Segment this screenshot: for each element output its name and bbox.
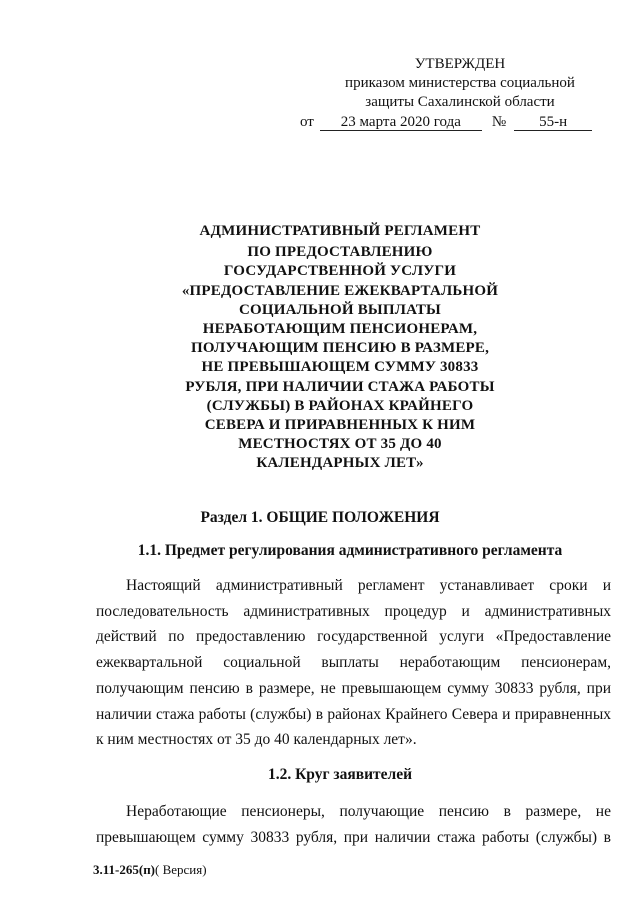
paragraph-1-1	[96, 573, 611, 753]
title-line: КАЛЕНДАРНЫХ ЛЕТ»	[256, 455, 424, 472]
title-line: РУБЛЯ, ПРИ НАЛИЧИИ СТАЖА РАБОТЫ	[185, 378, 495, 395]
footer-version: ( Версия)	[155, 862, 207, 877]
section-heading: Раздел 1. ОБЩИЕ ПОЛОЖЕНИЯ	[200, 509, 440, 526]
footer-code	[93, 862, 207, 878]
paragraph-line: превышающем сумму 30833 рубля, при наличии стажа работы (службы) в	[96, 828, 611, 846]
paragraph-line: ежеквартальной социальной выплаты неработающим пенсионерам,	[96, 654, 611, 672]
approval-ministry-text: защиты Сахалинской области	[365, 94, 555, 110]
paragraph-line: к ним местностях от 35 до 40 календарных лет».	[96, 731, 417, 749]
approval-title: УТВЕРЖДЕН	[414, 56, 506, 72]
title-line: СОЦИАЛЬНОЙ ВЫПЛАТЫ	[239, 301, 441, 318]
title-line: МЕСТНОСТЯХ ОТ 35 ДО 40	[238, 436, 442, 453]
approval-date: 23 марта 2020 года	[320, 114, 482, 131]
title-line: ГОСУДАРСТВЕННОЙ УСЛУГИ	[223, 263, 457, 280]
approval-number: 55-н	[514, 114, 592, 131]
document-title	[140, 222, 540, 474]
title-line: НЕ ПРЕВЫШАЮЩЕМ СУММУ 30833	[201, 359, 479, 376]
title-line: НЕРАБОТАЮЩИМ ПЕНСИОНЕРАМ,	[202, 321, 478, 338]
paragraph-1-2	[96, 799, 611, 850]
paragraph-line: наличии стажа работы (службы) в районах Крайнего Севера и приравненных	[96, 705, 611, 723]
approval-from-label: от	[300, 114, 314, 130]
title-main: АДМИНИСТРАТИВНЫЙ РЕГЛАМЕНТ	[199, 223, 481, 239]
title-line: ПО ПРЕДОСТАВЛЕНИЮ	[247, 244, 433, 261]
paragraph-line: Настоящий административный регламент устанавливает сроки и	[126, 577, 611, 594]
title-line: ПОЛУЧАЮЩИМ ПЕНСИЮ В РАЗМЕРЕ,	[190, 340, 490, 357]
approval-number-sign: №	[491, 114, 507, 130]
footer-document-code: 3.11-265(п)	[93, 862, 156, 877]
subsection-heading-1-2: 1.2. Круг заявителей	[267, 766, 413, 783]
approval-order-text: приказом министерства социальной	[345, 75, 575, 91]
title-line: СЕВЕРА И ПРИРАВНЕННЫХ К НИМ	[204, 417, 476, 434]
title-line: (СЛУЖБЫ) В РАЙОНАХ КРАЙНЕГО	[206, 397, 474, 414]
paragraph-line: последовательность административных процедур и административных	[96, 602, 611, 620]
paragraph-line: действий по предоставлению государственной услуги «Предоставление	[96, 628, 611, 646]
paragraph-line: Неработающие пенсионеры, получающие пенсию в размере, не	[126, 803, 611, 820]
subsection-heading-1-1: 1.1. Предмет регулирования административного регламента	[137, 542, 563, 559]
approval-date-line	[300, 113, 620, 132]
paragraph-line: получающим пенсию в размере, не превышающем сумму 30833 рубля, при	[96, 679, 611, 697]
title-line: «ПРЕДОСТАВЛЕНИЕ ЕЖЕКВАРТАЛЬНОЙ	[181, 282, 499, 299]
approval-stamp	[300, 55, 620, 132]
